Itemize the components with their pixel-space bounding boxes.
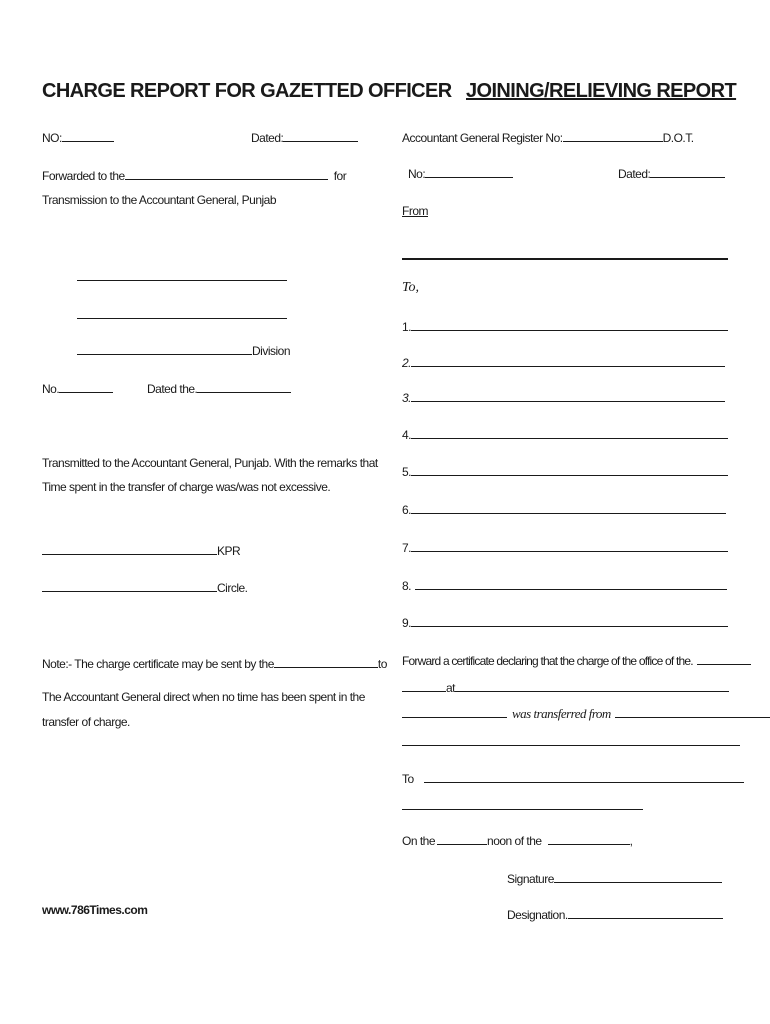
to-item-2-number: 2. xyxy=(402,355,412,370)
to-item-1[interactable] xyxy=(402,319,728,334)
forwarded-to-field[interactable] xyxy=(42,168,346,183)
to-item-5[interactable] xyxy=(402,464,728,479)
on-the-blank[interactable] xyxy=(437,833,487,845)
dated-the-blank[interactable] xyxy=(197,381,291,393)
division-field[interactable] xyxy=(77,343,290,358)
circle-blank[interactable] xyxy=(42,580,217,592)
to-item-1-number: 1. xyxy=(402,319,412,334)
ag-register-label: Accountant General Register No: xyxy=(402,130,563,145)
left-no-field[interactable] xyxy=(42,130,114,145)
noon-of-the-blank[interactable] xyxy=(548,833,630,845)
circle-field[interactable] xyxy=(42,580,248,595)
dated-the-field[interactable] xyxy=(147,381,291,396)
left-dated-blank[interactable] xyxy=(283,130,358,142)
to-item-5-number: 5. xyxy=(402,464,412,479)
left-dated-field[interactable] xyxy=(251,130,358,145)
note-line-2: The Accountant General direct when no time has been spent in the xyxy=(42,690,365,704)
note-label: Note:- The charge certificate may be sent by the xyxy=(42,656,274,671)
on-the-line[interactable] xyxy=(402,833,632,848)
to-item-8-number: 8. xyxy=(402,578,412,593)
left-no2-field[interactable] xyxy=(42,381,113,396)
signature-blank[interactable] xyxy=(554,871,722,883)
circle-label: Circle. xyxy=(217,580,248,595)
to2-continuation-line[interactable] xyxy=(402,809,643,810)
note-line-3: transfer of charge. xyxy=(42,715,130,729)
designation-blank[interactable] xyxy=(568,907,723,919)
transferred-from-line[interactable] xyxy=(402,706,770,722)
to-item-2[interactable] xyxy=(402,355,725,370)
left-no2-blank[interactable] xyxy=(59,381,113,393)
forward-certificate-text: Forward a certificate declaring that the charge of the office of the. xyxy=(402,653,693,668)
note-to-label: to xyxy=(377,656,387,671)
to2-blank[interactable] xyxy=(424,771,744,783)
to-item-3-blank[interactable] xyxy=(411,390,725,402)
from-label: From xyxy=(402,204,428,218)
to-item-4-blank[interactable] xyxy=(411,427,728,439)
transmitted-line-2: Time spent in the transfer of charge was/was not excessive. xyxy=(42,480,331,494)
left-dated-label: Dated: xyxy=(251,130,284,145)
transmission-text: Transmission to the Accountant General, Punjab xyxy=(42,193,277,207)
right-no-blank[interactable] xyxy=(425,166,513,178)
left-no2-label: No. xyxy=(42,381,60,396)
right-dated-field[interactable] xyxy=(618,166,725,181)
forward-certificate-line[interactable] xyxy=(402,653,751,668)
forwarded-to-blank[interactable] xyxy=(125,168,328,180)
from-line[interactable] xyxy=(402,258,728,260)
to-item-6-blank[interactable] xyxy=(411,502,726,514)
address-line-2[interactable] xyxy=(77,318,287,319)
website-link[interactable]: www.786Times.com xyxy=(42,903,148,917)
dated-the-label: Dated the. xyxy=(147,381,198,396)
ag-register-blank[interactable] xyxy=(563,130,663,142)
division-blank[interactable] xyxy=(77,343,252,355)
ag-register-field[interactable] xyxy=(402,130,694,145)
at-label: at xyxy=(446,680,456,695)
to-item-2-blank[interactable] xyxy=(411,355,725,367)
at-after-blank[interactable] xyxy=(455,680,729,692)
to-item-8[interactable] xyxy=(402,578,727,593)
to-item-4-number: 4. xyxy=(402,427,412,442)
to-item-5-blank[interactable] xyxy=(411,464,728,476)
was-transferred-from-label: was transferred from xyxy=(512,706,611,721)
transmitted-line-1: Transmitted to the Accountant General, Punjab. With the remarks that xyxy=(42,456,378,470)
signature-field[interactable] xyxy=(507,871,722,886)
transferred-from-blank[interactable] xyxy=(615,706,770,718)
transferred-continuation-line[interactable] xyxy=(402,745,740,746)
joining-relieving-title: JOINING/RELIEVING REPORT xyxy=(466,80,737,102)
to-item-3[interactable] xyxy=(402,390,725,405)
to-item-6-number: 6. xyxy=(402,502,412,517)
to-item-3-number: 3. xyxy=(402,390,412,405)
to-item-7-blank[interactable] xyxy=(411,540,728,552)
kpr-blank[interactable] xyxy=(42,543,217,555)
charge-report-title: CHARGE REPORT FOR GAZETTED OFFICER xyxy=(42,80,452,102)
note-blank[interactable] xyxy=(274,656,378,668)
for-label: for xyxy=(333,168,347,183)
right-no-label: No: xyxy=(408,166,426,181)
transferred-before-blank[interactable] xyxy=(402,706,507,718)
dot-label: D.O.T. xyxy=(662,130,694,145)
right-no-field[interactable] xyxy=(408,166,513,181)
division-label: Division xyxy=(252,343,291,358)
to-item-1-blank[interactable] xyxy=(411,319,728,331)
comma-text: , xyxy=(629,833,633,848)
designation-field[interactable] xyxy=(507,907,723,922)
at-line[interactable] xyxy=(402,680,729,695)
kpr-field[interactable] xyxy=(42,543,240,558)
office-of-blank[interactable] xyxy=(697,653,751,665)
to2-line[interactable] xyxy=(402,771,744,786)
at-before-blank[interactable] xyxy=(402,680,446,692)
left-no-label: NO: xyxy=(42,130,62,145)
to-item-8-blank[interactable] xyxy=(415,578,727,590)
forwarded-to-label: Forwarded to the xyxy=(42,168,125,183)
to-item-9-number: 9. xyxy=(402,615,412,630)
noon-of-the-label: noon of the xyxy=(487,833,542,848)
to-item-4[interactable] xyxy=(402,427,728,442)
to-item-7-number: 7. xyxy=(402,540,412,555)
address-line-1[interactable] xyxy=(77,280,287,281)
right-dated-label: Dated: xyxy=(618,166,651,181)
signature-label: Signature xyxy=(507,871,554,886)
note-line-1[interactable] xyxy=(42,656,387,671)
to2-label: To xyxy=(402,771,414,786)
right-dated-blank[interactable] xyxy=(650,166,725,178)
designation-label: Designation. xyxy=(507,907,568,922)
to-item-9[interactable] xyxy=(402,615,728,630)
to-label: To, xyxy=(402,280,420,295)
to-item-9-blank[interactable] xyxy=(411,615,728,627)
on-the-label: On the xyxy=(402,833,436,848)
to-item-7[interactable] xyxy=(402,540,728,555)
kpr-label: KPR xyxy=(217,543,241,558)
left-no-blank[interactable] xyxy=(62,130,114,142)
to-item-6[interactable] xyxy=(402,502,726,517)
